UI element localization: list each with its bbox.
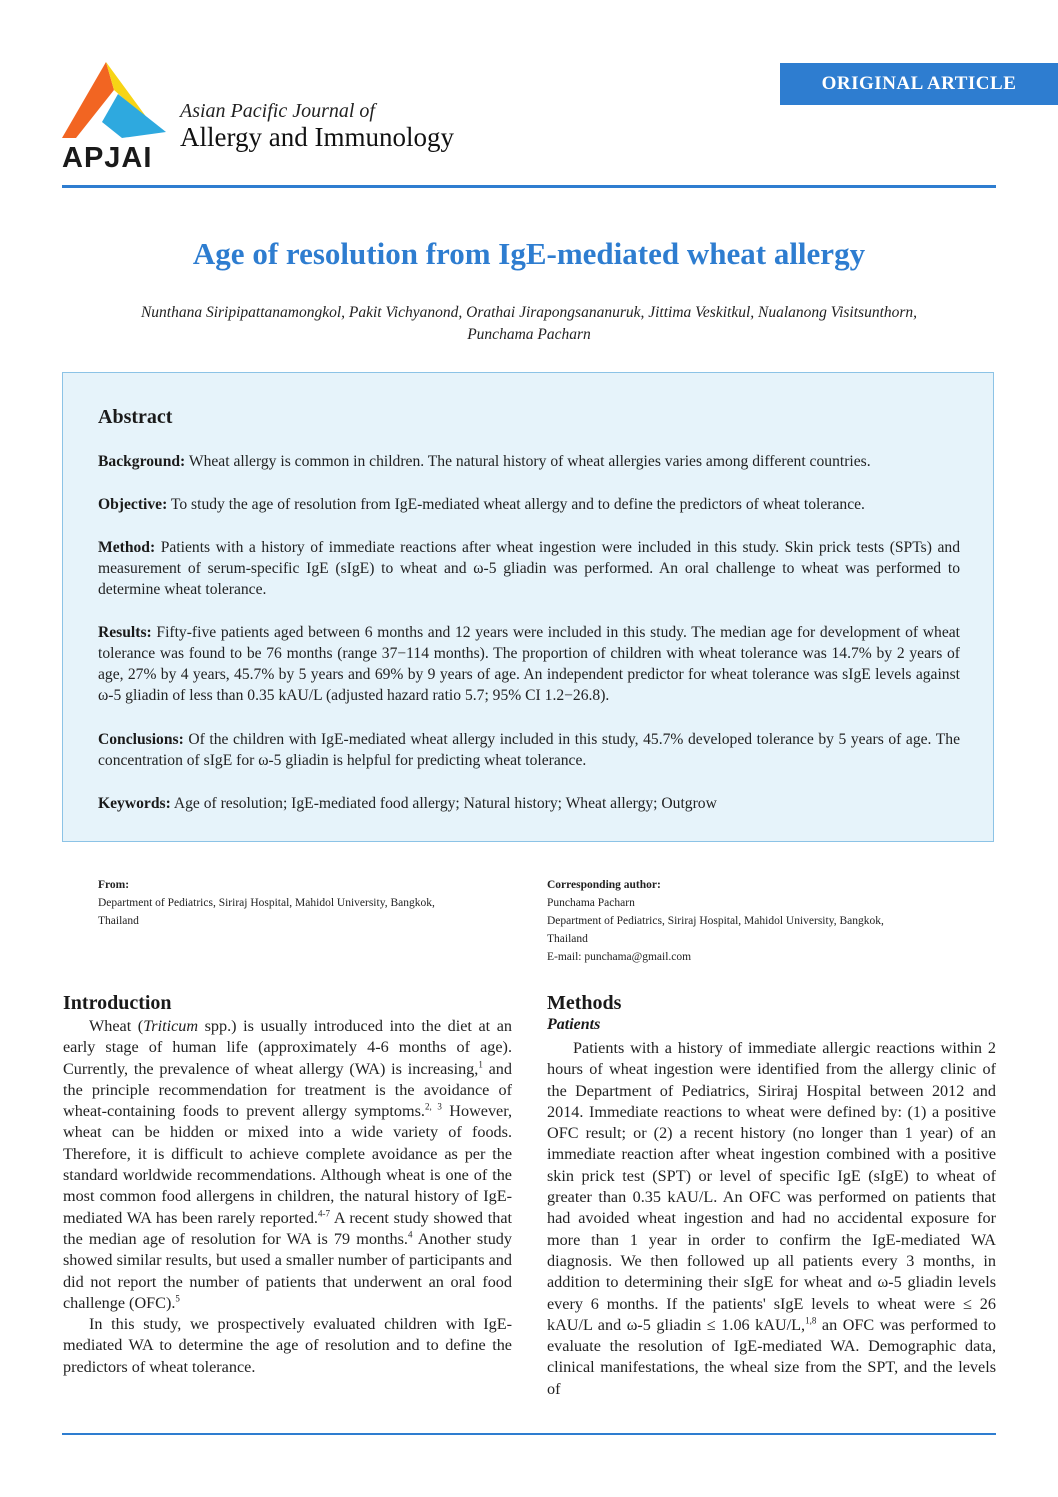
intro-paragraph-2: In this study, we prospectively evaluated children with IgE-mediated WA to determine the age of resolution and to define the predictors of wheat tolerance. <box>63 1315 512 1376</box>
header-divider <box>62 185 996 188</box>
objective-label: Objective: <box>98 496 168 513</box>
affiliation-block <box>98 876 518 930</box>
method-label: Method: <box>98 539 156 556</box>
abstract-method <box>98 537 960 600</box>
keywords-label: Keywords: <box>98 795 171 812</box>
conclusions-text: Of the children with IgE-mediated wheat allergy included in this study, 45.7% developed tolerance by 5 years of age. The concentration of sIgE for ω-5 gliadin is helpful for predicting wheat tolerance. <box>98 731 960 769</box>
introduction-body <box>63 1016 512 1378</box>
results-text: Fifty-five patients aged between 6 months and 12 years were included in this study. The median age for development of wheat tolerance was found to be 76 months (range 37−114 months). The proportion of children with wheat tolerance was 14.7% by 2 years of age, 27% by 4 years, 45.7% by 5 years and 69% by 9 years of age. An independent predictor for wheat tolerance was sIgE levels against ω-5 gliadin of less than 0.35 kAU/L (adjusted hazard ratio 5.7; 95% CI 1.2−26.8). <box>98 624 961 704</box>
corr-line1: Department of Pediatrics, Siriraj Hospital, Mahidol University, Bangkok, <box>547 915 884 927</box>
background-text: Wheat allergy is common in children. The natural history of wheat allergies varies among different countries. <box>188 453 871 470</box>
abstract-box <box>62 372 994 842</box>
corr-email: E-mail: punchama@gmail.com <box>547 951 692 963</box>
author-list <box>90 302 968 346</box>
abstract-objective <box>98 494 960 515</box>
corr-line2: Thailand <box>547 933 588 945</box>
keywords-text: Age of resolution; IgE-mediated food allergy; Natural history; Wheat allergy; Outgrow <box>173 795 717 812</box>
from-line2: Thailand <box>98 915 139 927</box>
abstract-keywords <box>98 793 960 814</box>
abstract-results <box>98 622 960 706</box>
methods-body <box>547 1038 996 1400</box>
footer-divider <box>62 1433 996 1435</box>
methods-heading: Methods <box>547 992 622 1014</box>
background-label: Background: <box>98 453 186 470</box>
logo-wordmark: APJAI <box>62 142 153 174</box>
journal-name-line1: Asian Pacific Journal of <box>180 100 375 122</box>
journal-name-line2: Allergy and Immunology <box>180 122 454 152</box>
article-type-badge: ORIGINAL ARTICLE <box>780 63 1058 105</box>
patients-subheading: Patients <box>547 1016 601 1033</box>
corr-label: Corresponding author: <box>547 879 661 891</box>
results-label: Results: <box>98 624 152 641</box>
author-line-1: Nunthana Siripipattanamongkol, Pakit Vichyanond, Orathai Jirapongsananuruk, Jittima Veskitkul, Nualanong Visitsunthorn, <box>140 304 918 321</box>
abstract-heading: Abstract <box>98 406 173 428</box>
article-title: Age of resolution from IgE-mediated wheat allergy <box>192 236 866 271</box>
from-line1: Department of Pediatrics, Siriraj Hospital, Mahidol University, Bangkok, <box>98 897 435 909</box>
introduction-heading: Introduction <box>63 992 172 1014</box>
intro-paragraph-1: Wheat (Triticum spp.) is usually introduced into the diet at an early stage of human life (approximately 4-6 months of age). Currently, the prevalence of wheat allergy (WA) is increasing,$^1$ and the principle recommendation for treatment is the avoidance of wheat-containing foods to prevent allergy symptoms.$^{2, 3}$ However, wheat can be hidden or mixed into a wide variety of foods. Therefore, it is difficult to achieve complete avoidance as per the standard worldwide recommendations. Although wheat is one of the most common food allergens in children, the natural history of IgE-mediated WA has been rarely reported.$^{4-7}$ A recent study showed that the median age of resolution for WA is 79 months.$^4$ Another study showed similar results, but used a smaller number of participants and did not report the number of patients that underwent an oral food challenge (OFC).$^5$ <box>63 1017 513 1312</box>
corresponding-author-block <box>547 876 967 966</box>
abstract-conclusions <box>98 729 960 771</box>
methods-paragraph-1: Patients with a history of immediate allergic reactions within 2 hours of wheat ingestion were identified from the allergy clinic of the Department of Pediatrics, Siriraj Hospital between 2012 and 2014. Immediate reactions to wheat were defined by: (1) a positive OFC result; or (2) a recent history (no longer than 1 year) of an immediate reaction after wheat ingestion combined with a positive skin prick test (SPT) or level of specific IgE (sIgE) to wheat of greater than 0.35 kAU/L. An OFC was performed on patients that had avoided wheat ingestion and had no accidental exposure for more than 1 year in order to confirm the IgE-mediated WA diagnosis. We then followed up all patients every 3 months, in addition to determining their sIgE for wheat and ω-5 gliadin levels every 6 months. If the patients' sIgE levels to wheat were ≤ 26 kAU/L and ω-5 gliadin ≤ 1.06 kAU/L,$^{1,8}$ an OFC was performed to evaluate the resolution of IgE-mediated WA. Demographic data, clinical manifestations, the wheal size from the SPT, and the levels of <box>547 1039 996 1398</box>
conclusions-label: Conclusions: <box>98 731 184 748</box>
abstract-background <box>98 451 960 472</box>
method-text: Patients with a history of immediate reactions after wheat ingestion were included in this study. Skin prick tests (SPTs) and measurement of serum-specific IgE (sIgE) to wheat and ω-5 gliadin was performed. An oral challenge to wheat was performed to determine wheat tolerance. <box>98 539 960 598</box>
from-label: From: <box>98 879 130 891</box>
objective-text: To study the age of resolution from IgE-mediated wheat allergy and to define the predictors of wheat tolerance. <box>170 496 865 513</box>
corr-name: Punchama Pacharn <box>547 897 635 909</box>
author-line-2: Punchama Pacharn <box>467 326 591 343</box>
